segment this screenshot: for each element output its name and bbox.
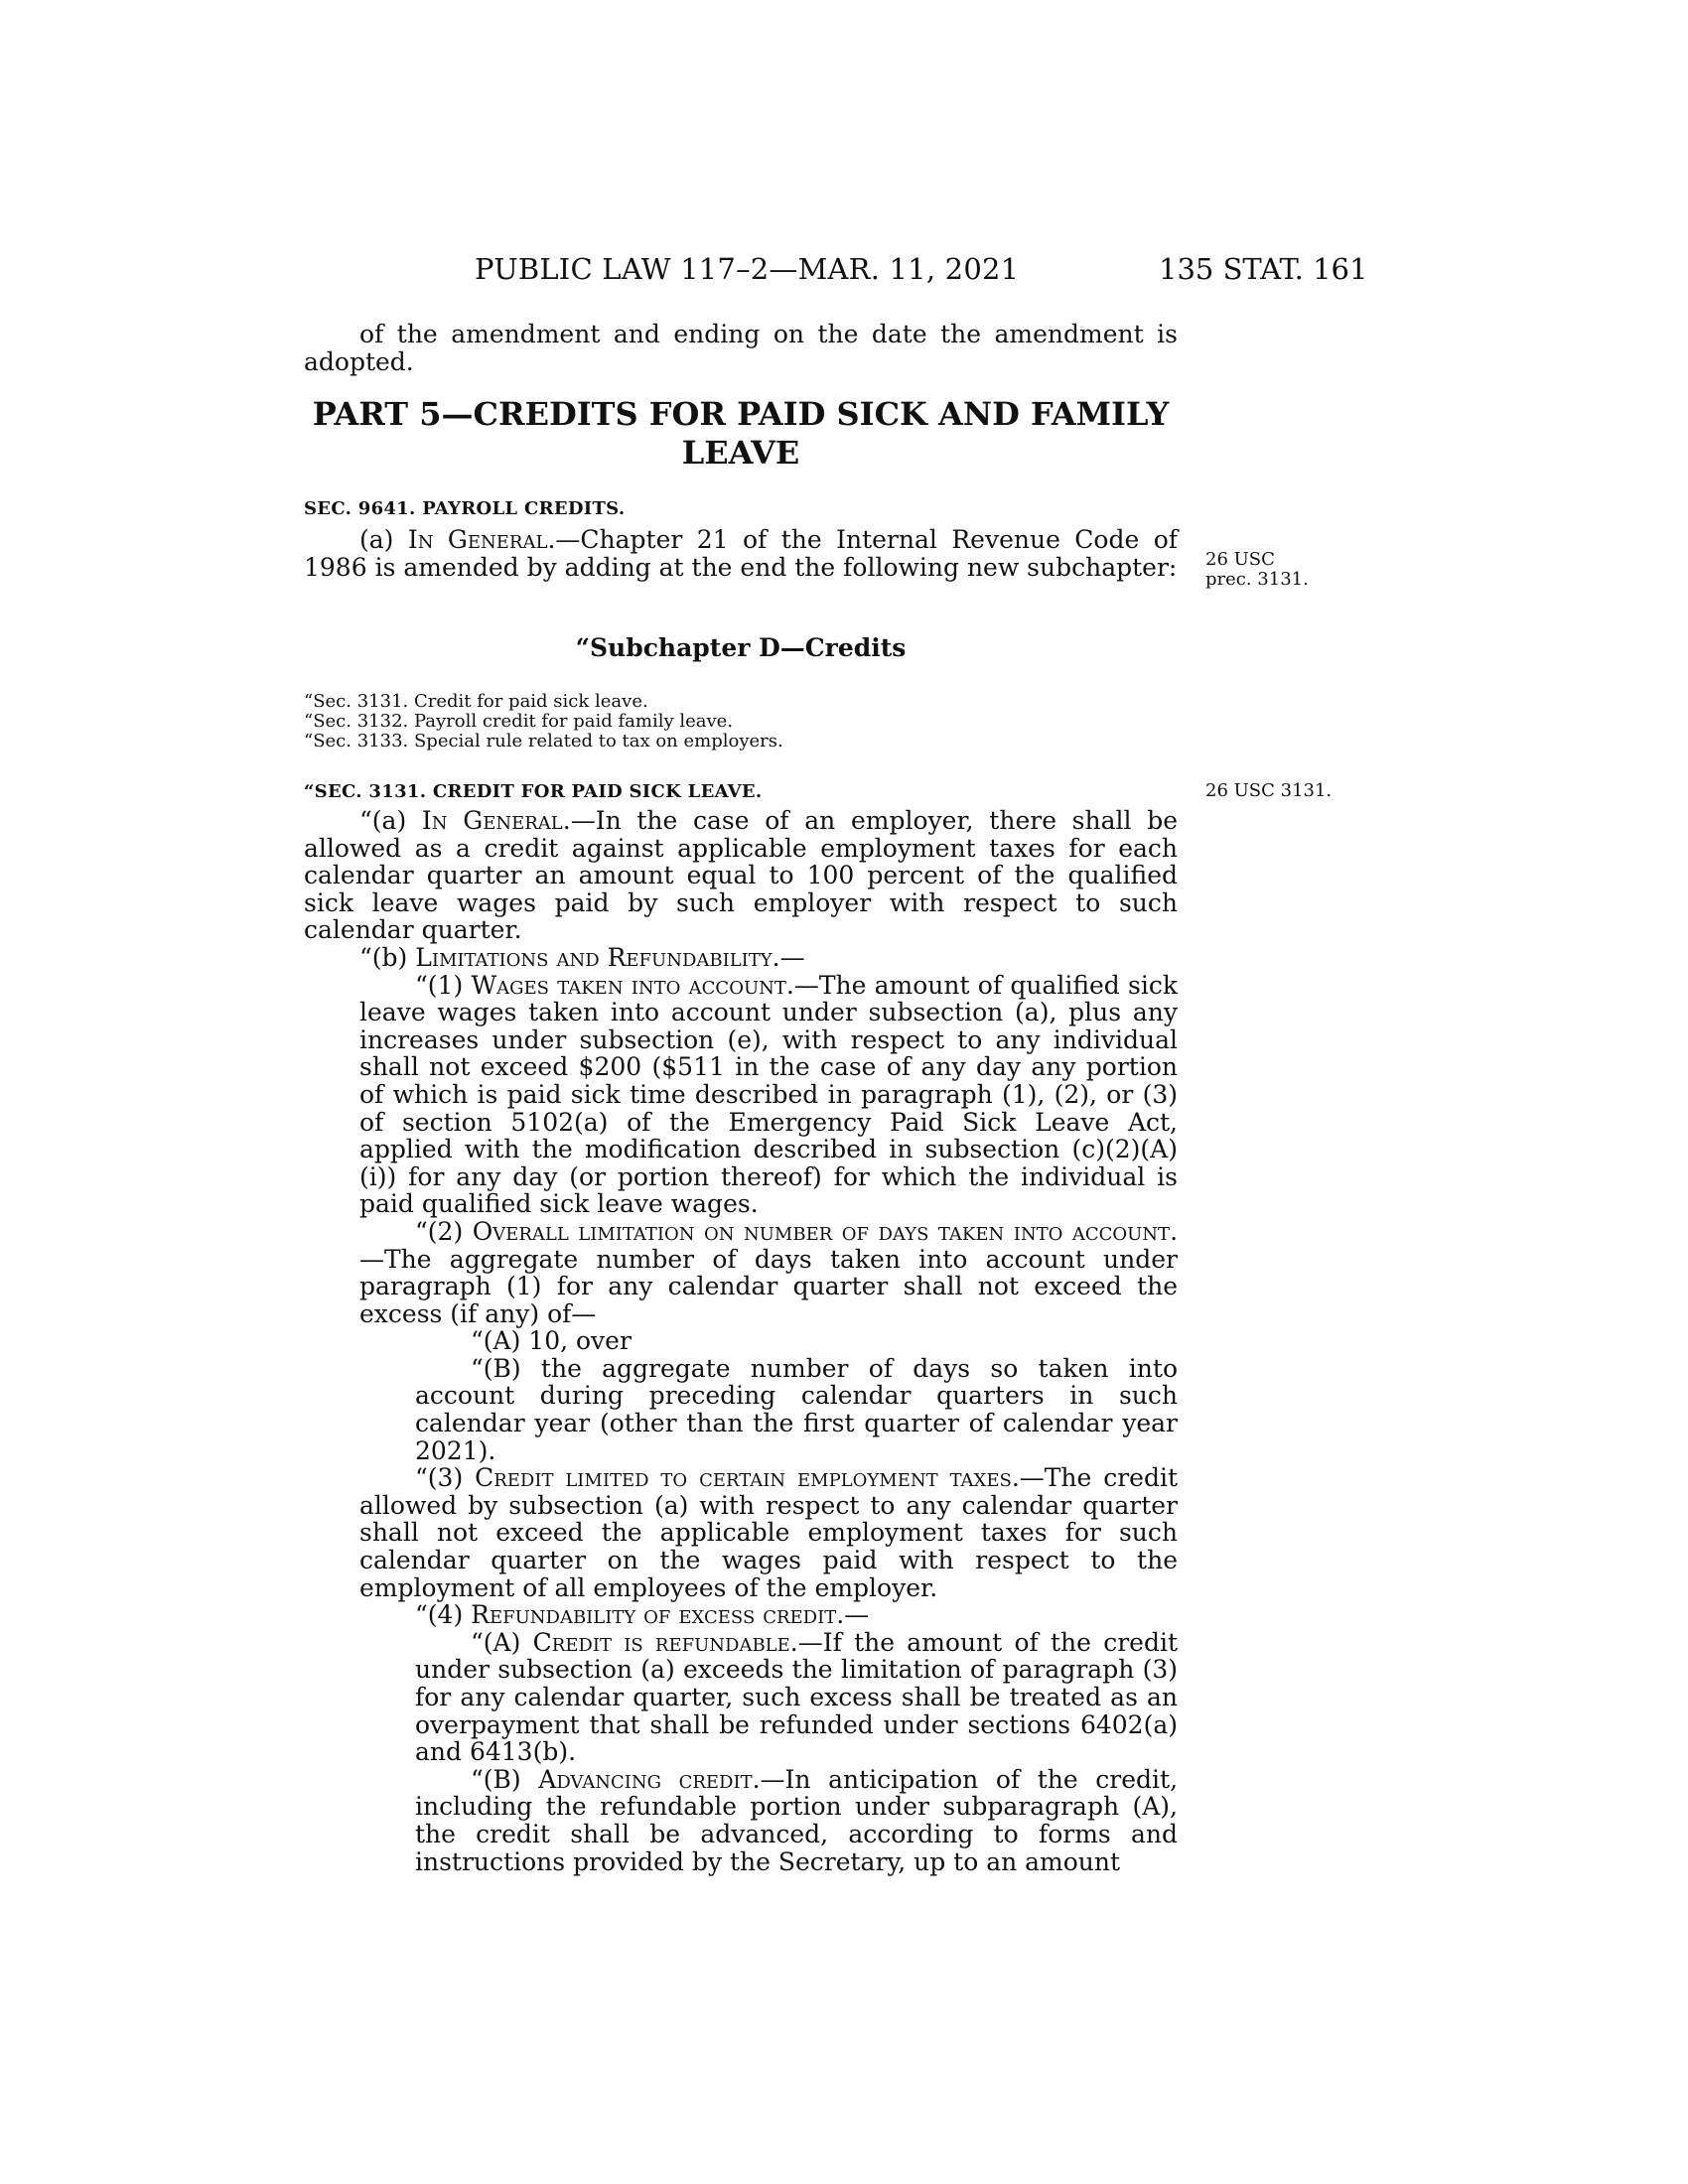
page-folio: 135 STAT. 161 bbox=[1159, 252, 1368, 286]
para-prefix: “(b) bbox=[359, 942, 416, 972]
para-label: Overall limitation on number of days taken into account bbox=[472, 1216, 1171, 1246]
section-heading-3131: “SEC. 3131. CREDIT FOR PAID SICK LEAVE. bbox=[304, 781, 763, 802]
margin-citation-prec-3131 bbox=[1205, 550, 1309, 590]
running-head: PUBLIC LAW 117–2—MAR. 11, 2021 bbox=[475, 252, 1020, 286]
para-text: .— bbox=[772, 942, 805, 972]
subchapter-title: “Subchapter D—Credits bbox=[575, 633, 907, 662]
para-text: .—Chapter 21 of the Internal Revenue Code of 1986 is amended by adding at the end the following new subchapter: bbox=[304, 525, 1179, 582]
para-prefix: “(3) bbox=[415, 1463, 476, 1493]
para-label: Credit is refundable bbox=[532, 1627, 790, 1657]
subparagraph-b4B bbox=[304, 1766, 1178, 1875]
section-heading-9641: SEC. 9641. PAYROLL CREDITS. bbox=[304, 498, 626, 519]
para-text: .—The credit allowed by subsection (a) with respect to any calendar quarter shall not exceed the applicable employment taxes for such calendar quarter on the wages paid with respect to the employment of all employees of the employer. bbox=[359, 1463, 1179, 1602]
para-text: .—The amount of qualified sick leave wages taken into account under subsection (a), plus any increases under subsection (e), with respect to any individual shall not exceed $200 ($511 in the case of any day any portion of which is paid sick time described in paragraph (1), (2), or (3) of section 5102(a) of the Emergency Paid Sick Leave Act, applied with the modification described in subsection (c)(2)(A)(i)) for any day (or portion thereof) for which the individual is paid qualified sick leave wages. bbox=[359, 970, 1179, 1219]
margin-citation-3131: 26 USC 3131. bbox=[1205, 780, 1333, 801]
toc-item: “Sec. 3132. Payroll credit for paid family leave. bbox=[304, 711, 734, 732]
paragraph-b4 bbox=[304, 1601, 1178, 1629]
para-text: .—In the case of an employer, there shall be allowed as a credit against applicable employment taxes for each calendar quarter an amount equal to 100 percent of the qualified sick leave wages paid by such employer with respect to such calendar quarter. bbox=[304, 806, 1179, 945]
para-prefix: “(a) bbox=[359, 806, 422, 835]
subsection-a bbox=[304, 807, 1178, 944]
toc-item: “Sec. 3131. Credit for paid sick leave. bbox=[304, 691, 648, 712]
para-prefix: “(B) bbox=[471, 1764, 539, 1794]
para-text: .—If the amount of the credit under subsection (a) exceeds the limitation of paragraph (3) for any calendar quarter, such excess shall be treated as an overpayment that shall be refunded under sections 6402(a) and 6413(b). bbox=[415, 1627, 1178, 1767]
para-prefix: (a) bbox=[359, 525, 408, 554]
para-label: Limitations and Refundability bbox=[415, 942, 773, 972]
part-title: PART 5—CREDITS FOR PAID SICK AND FAMILY LEAVE bbox=[312, 395, 1170, 472]
subparagraph-b2B: “(B) the aggregate number of days so taken into account during preceding calendar quarters in such calendar year (other than the first quarter of calendar year 2021). bbox=[415, 1353, 1178, 1465]
subsection-b bbox=[304, 944, 1178, 972]
para-label: Wages taken into account bbox=[471, 970, 786, 1000]
section-9641-paragraph-a bbox=[304, 526, 1178, 581]
paragraph-b3 bbox=[304, 1464, 1178, 1601]
subparagraph-b4A bbox=[304, 1629, 1178, 1766]
carryover-paragraph bbox=[304, 321, 1178, 375]
para-text: .—The aggregate number of days taken into account under paragraph (1) for any calendar quarter shall not exceed the excess (if any) of— bbox=[359, 1216, 1179, 1328]
para-label: Credit limited to certain employment taxes bbox=[475, 1463, 1012, 1493]
para-prefix: “(4) bbox=[415, 1600, 472, 1630]
carryover-text: of the amendment and ending on the date the amendment is adopted. bbox=[304, 320, 1178, 376]
paragraph-b2 bbox=[304, 1218, 1178, 1327]
para-prefix: “(2) bbox=[415, 1216, 473, 1246]
margin-citation-line: prec. 3131. bbox=[1205, 569, 1309, 590]
paragraph-b1 bbox=[304, 972, 1178, 1218]
subparagraph-b2A: “(A) 10, over bbox=[471, 1326, 632, 1356]
para-text: .—In anticipation of the credit, including the refundable portion under subparagraph (A), the credit shall be advanced, according to forms and instructions provided by the Secretary, up to an amount bbox=[415, 1764, 1179, 1876]
para-label: In General bbox=[407, 525, 548, 554]
section-9641-a-text bbox=[304, 526, 1178, 581]
para-prefix: “(1) bbox=[415, 970, 472, 1000]
table-of-sections bbox=[304, 692, 783, 751]
section-3131-body bbox=[304, 807, 1178, 1875]
para-label: Refundability of excess credit bbox=[471, 1600, 837, 1630]
para-prefix: “(A) bbox=[471, 1627, 533, 1657]
para-label: Advancing credit bbox=[538, 1764, 753, 1794]
para-text: .— bbox=[836, 1600, 870, 1630]
para-label: In General bbox=[421, 806, 563, 835]
toc-item: “Sec. 3133. Special rule related to tax on employers. bbox=[304, 731, 783, 751]
margin-citation-line: 26 USC bbox=[1205, 549, 1275, 570]
